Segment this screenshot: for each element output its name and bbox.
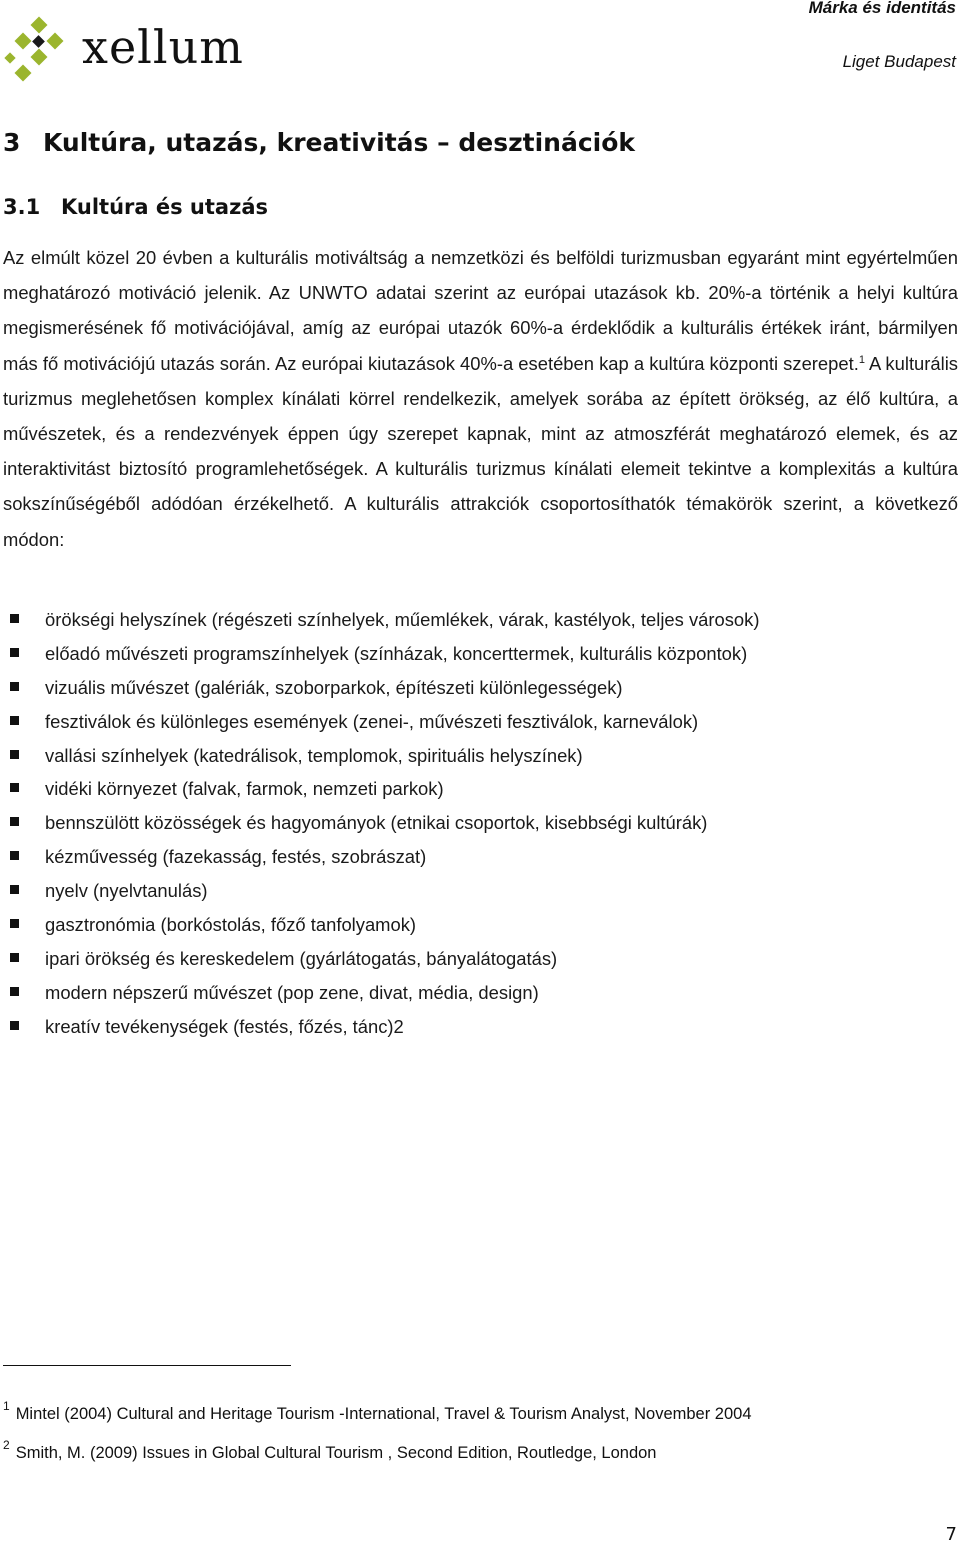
attraction-list: [0, 603, 955, 1044]
section-title: Kultúra, utazás, kreativitás – desztinációk: [43, 128, 636, 157]
list-item: ipari örökség és kereskedelem (gyárlátogatás, bányalátogatás): [0, 942, 955, 976]
list-item: gasztronómia (borkóstolás, főző tanfolyamok): [0, 908, 955, 942]
footnote-mark: 2: [3, 1438, 10, 1452]
subsection-heading: [3, 195, 268, 219]
body-text-part1: Az elmúlt közel 20 évben a kulturális motiváltság a nemzetközi és belföldi turizmusban egyaránt mint egyértelműen meghatározó motiváció jelenik. Az UNWTO adatai szerint az európai utazások kb. 20%-a történik a helyi kultúra megismerésének fő motivációjával, amíg az európai utazók 60%-a érdeklődik a kulturális értékek iránt, bármilyen más fő motivációjú utazás során. Az európai kiutazások 40%-a esetében kap a kultúra központi szerepet.: [3, 247, 958, 374]
square-bullet-icon: [10, 817, 19, 826]
section-heading: [3, 128, 635, 157]
square-bullet-icon: [10, 648, 19, 657]
body-paragraph: [3, 240, 958, 557]
square-bullet-icon: [10, 614, 19, 623]
list-item: kreatív tevékenységek (festés, főzés, tánc)2: [0, 1010, 955, 1044]
footnote-text: Mintel (2004) Cultural and Heritage Tourism -International, Travel & Tourism Analyst, November 2004: [15, 1405, 752, 1423]
page-number: 7: [945, 1524, 957, 1545]
footnote-mark: 1: [3, 1399, 10, 1413]
subsection-title: Kultúra és utazás: [61, 195, 268, 219]
xellum-logo: [4, 16, 244, 88]
square-bullet-icon: [10, 851, 19, 860]
square-bullet-icon: [10, 750, 19, 759]
footnote-1: [3, 1399, 752, 1424]
list-item: nyelv (nyelvtanulás): [0, 874, 955, 908]
square-bullet-icon: [10, 783, 19, 792]
square-bullet-icon: [10, 987, 19, 996]
header-location: Liget Budapest: [842, 52, 956, 71]
list-item: vidéki környezet (falvak, farmok, nemzeti parkok): [0, 772, 955, 806]
body-text-part2: A kulturális turizmus meglehetősen komplex kínálati körrel rendelkezik, amelyek sorába az épített örökség, az élő kultúra, a művészetek, és a rendezvények éppen úgy szerepet kapnak, mint az atmoszférát meghatározó elemek, és az interaktivitást biztosító programlehetőségek. A kulturális turizmus kínálati elemeit tekintve a komplexitás a kultúra sokszínűségéből adódóan érzékelhető. A kulturális attrakciók csoportosíthatók témakörök szerint, a következő módon:: [3, 352, 958, 550]
square-bullet-icon: [10, 953, 19, 962]
logo-wordmark: xellum: [82, 20, 244, 74]
footnote-2: [3, 1438, 656, 1463]
footnote-divider: [3, 1365, 291, 1366]
diamond-logo-icon: [4, 16, 76, 88]
subsection-number: 3.1: [3, 195, 41, 219]
list-item: vizuális művészet (galériák, szoborparkok, építészeti különlegességek): [0, 671, 955, 705]
list-item: bennszülött közösségek és hagyományok (etnikai csoportok, kisebbségi kultúrák): [0, 806, 955, 840]
list-item: kézművesség (fazekasság, festés, szobrászat): [0, 840, 955, 874]
list-item: vallási színhelyek (katedrálisok, templomok, spirituális helyszínek): [0, 739, 955, 773]
list-item: előadó művészeti programszínhelyek (színházak, koncerttermek, kulturális központok): [0, 637, 955, 671]
footnote-text: Smith, M. (2009) Issues in Global Cultural Tourism , Second Edition, Routledge, London: [15, 1444, 657, 1462]
square-bullet-icon: [10, 682, 19, 691]
square-bullet-icon: [10, 716, 19, 725]
list-item: fesztiválok és különleges események (zenei-, művészeti fesztiválok, karneválok): [0, 705, 955, 739]
list-item: örökségi helyszínek (régészeti színhelyek, műemlékek, várak, kastélyok, teljes városok): [0, 603, 955, 637]
square-bullet-icon: [10, 885, 19, 894]
square-bullet-icon: [10, 919, 19, 928]
header-brand: Márka és identitás: [808, 0, 956, 17]
section-number: 3: [3, 128, 21, 157]
footnote-ref: 1: [858, 353, 865, 366]
square-bullet-icon: [10, 1021, 19, 1030]
list-item: modern népszerű művészet (pop zene, divat, média, design): [0, 976, 955, 1010]
